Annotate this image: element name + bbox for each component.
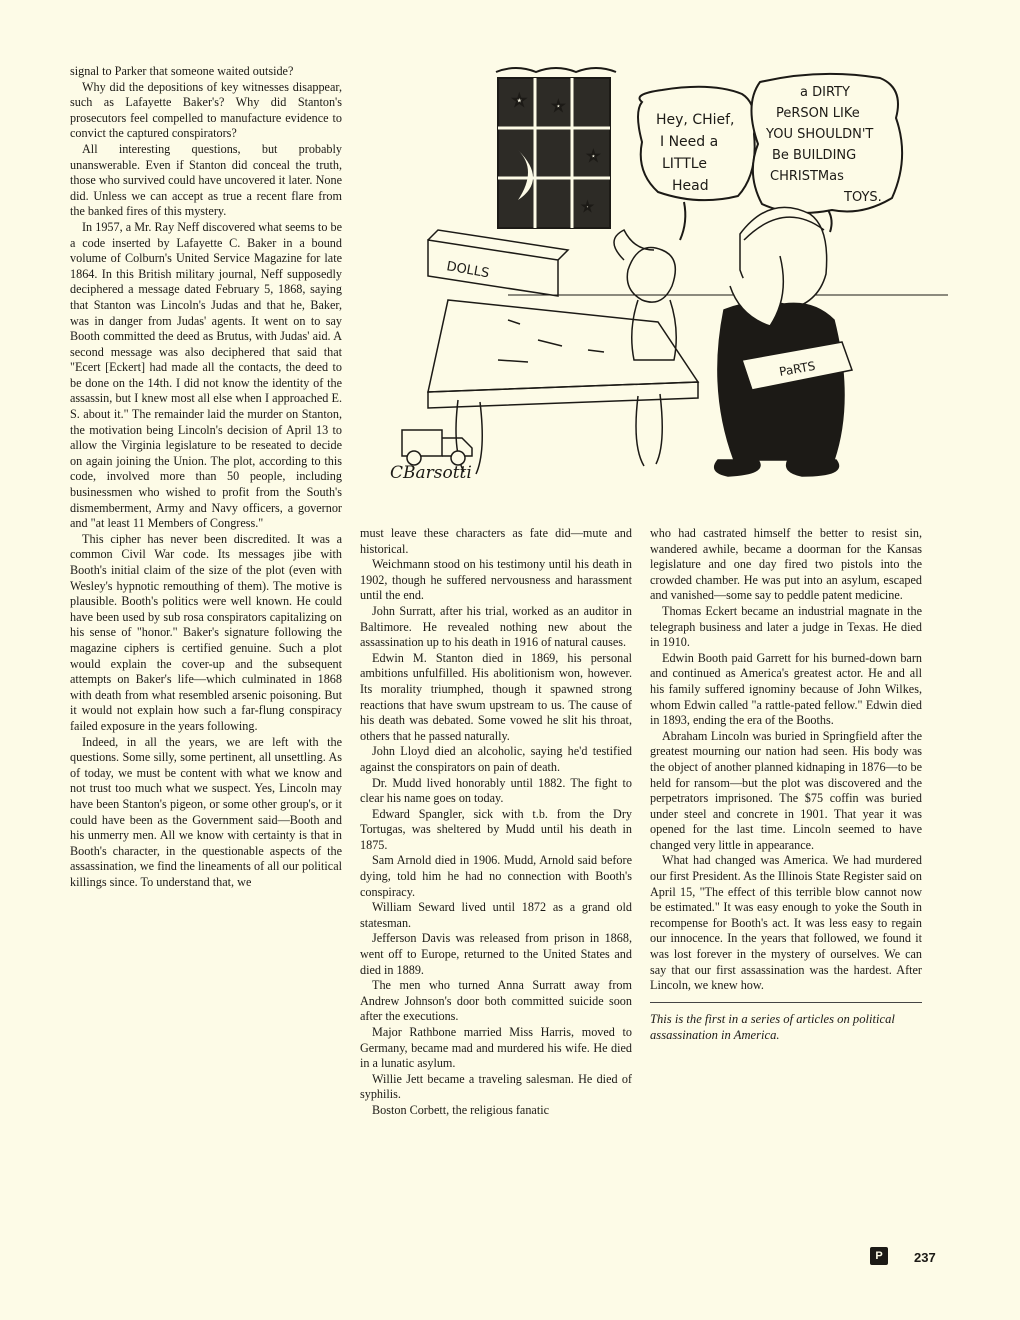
santa-figure [715,207,844,476]
bubble-right-line: TOYS. [844,190,882,205]
bubble-right-line: CHRISTMas [770,169,844,184]
bubble-right-line: Be BUILDING [772,148,857,163]
paragraph: Dr. Mudd lived honorably until 1882. The fight to clear his name goes on today. [360,775,632,806]
paragraph: Jefferson Davis was released from prison in 1868, went off to Europe, returned to the United States and died in 1889. [360,931,632,977]
workbench [428,300,698,474]
paragraph: John Surratt, after his trial, worked as an auditor in Baltimore. He revealed nothing new about the assassination up to his death in 1916 of natural causes. [360,603,632,650]
paragraph: Willie Jett became a traveling salesman. He died of syphilis. [360,1071,632,1102]
paragraph: Indeed, in all the years, we are left with the questions. Some silly, some pertinent, all unsettling. As of today, we must be content with what we know and not trust too much what we suspect. Yes, Lincoln may have been Stanton's pigeon, or some other group's, or it could have been as the Government said—Booth and his unmerry men. All we know with certainty is that in Booth's character, in the questionable aspects of the assassination, we find the lineaments of all our political killings since. To understand that, we [70,734,342,889]
bubble-right-line: PeRSON LIKe [776,106,860,121]
toy-truck [402,430,472,465]
paragraph: In 1957, a Mr. Ray Neff discovered what seems to be a code inserted by Lafayette C. Baker in a bound volume of Colburn's United Service Magazine for late 1864. In this British military journal, Neff supposedly deciphered a message dated February 5, 1868, saying that Stanton was Lincoln's Judas and that he, Baker, was in danger from Judas' agents. It went on to say Booth committed the deed as Brutus, with Judas' aid. A second message was also deciphered that said that "Ecert [Eckert] had made all the contacts, the deed to be done on the 14th. I did not know the identity of the assassin, but I knew most all else when I approached E. S. about it." The remainder laid the murder on Stanton, the motivation being Lincoln's decision of April 13 to allow the Virginia legislature to be reseated to decide on again joining the Union. The plot, according to this code, involved more than 50 people, including businessmen who wished to profit from the South's dismemberment, Army and Navy officers, a governor and "at least 11 Members of Congress." [70,219,342,531]
article-column-1 [70,64,342,890]
paragraph: William Seward lived until 1872 as a grand old statesman. [360,900,632,930]
bubble-left-line: I Need a [660,134,719,150]
paragraph: Sam Arnold died in 1906. Mudd, Arnold said before dying, told him he had no connection with Booth's conspiracy. [360,853,632,899]
parts-box-label: PaRTS [778,358,817,379]
dolls-box-label: DOLLS [445,259,491,282]
article-column-3 [650,526,922,1043]
bubble-left-line: Hey, CHief, [656,112,735,128]
bubble-left-line: Head [672,178,709,194]
cartoon-illustration [388,60,948,500]
paragraph: Why did the depositions of key witnesses disappear, such as Lafayette Baker's? Why did Stanton's prosecutors feel compelled to manufacture evidence to convict the captured conspirators? [70,79,342,141]
bubble-right-line: YOU SHOULDN'T [766,127,874,142]
paragraph: Edward Spangler, sick with t.b. from the Dry Tortugas, was sheltered by Mudd until his death in 1875. [360,806,632,852]
paragraph: What had changed was America. We had murdered our first President. As the Illinois State Register said on April 15, "The effect of this terrible blow cannot now be estimated." It was easy enough to yoke the South in recompense for Booth's act. It was less easy to regain our innocence. In the years that followed, we found it was lost forever in the mystery of ourselves. We can say that our first assassination was the hardest. After Lincoln, we knew how. [650,853,922,993]
svg-text:★: ★ [588,149,599,163]
bubble-right-line: a DIRTY [800,85,850,100]
svg-text:★: ★ [513,94,526,109]
paragraph: signal to Parker that someone waited outside? [70,64,294,78]
article-column-2 [360,526,632,1119]
paragraph: Abraham Lincoln was buried in Springfield after the greatest mourning our nation had seen. His body was the object of another planned kidnaping in 1876—to be held for ransom—but the plot was discovered and the perpetrators imprisoned. The $75 coffin was buried under steel and concrete in 1901. That year it was opened for the last time. Lincoln seemed to have changed very little in appearance. [650,728,922,852]
svg-text:★: ★ [553,99,564,113]
paragraph: Boston Corbett, the religious fanatic [372,1102,550,1117]
svg-text:★: ★ [583,202,592,213]
paragraph: John Lloyd died an alcoholic, saying he'd testified against the conspirators on pain of death. [360,744,632,774]
paragraph: All interesting questions, but probably unanswerable. Even if Stanton did conceal the truth, those who survived could have uncovered it later. None did. Unless we can accept as true a recent flare from the banked fires of this mystery. [70,141,342,219]
paragraph: who had castrated himself the better to resist sin, wandered awhile, became a doorman for the Kansas legislature and one day fired two pistols into the crowded chamber. He was put into an asylum, escaped and vanished—some say to peddle patent medicine. [650,526,922,603]
paragraph: Edwin Booth paid Garrett for his burned-down barn and continued as America's greatest actor. He and all his family suffered ignominy because of John Wilkes, whom Edwin called "a rattle-pated fellow." Edwin died in 1893, ending the era of the Booths. [650,650,922,728]
paragraph: This cipher has never been discredited. It was a common Civil War code. Its messages jibe with Booth's initial claim of the size of the plot (even with Wesley's hypnotic remouthing of them). The motive is plausible. Booth's politics were well known. He could have been used by sub rosa conspirators capitalizing on his sense of "honor." Baker's signature following the magazine ciphers is certified genuine. Such a plot would explain the cover-up and the subsequent attempts on Baker's life—which culminated in 1868 with death from what resembled arsenic poisoning. But it would not explain how such a far-flung conspiracy failed exposure in the years following. [70,531,342,733]
artist-signature: CBarsotti [390,463,472,483]
window [496,68,616,228]
paragraph: Edwin M. Stanton died in 1869, his personal ambitions unfulfilled. His abolitionism won, however. Its morality triumphed, though it spawned strong reactions that have swum upstream to us. The cause of his death was debated. Some vowed he slit his throat, others that he passed naturally. [360,650,632,743]
bubble-left-line: LITTLe [662,156,707,172]
page-number: 237 [914,1250,936,1265]
paragraph: Weichmann stood on his testimony until his death in 1902, though he suffered nervousness and harassment until the end. [360,557,632,603]
end-mark-icon: P [870,1247,888,1265]
series-footnote: This is the first in a series of articles on political assassination in America. [650,1011,895,1042]
divider [650,1002,922,1003]
paragraph: must leave these characters as fate did—mute and historical. [360,526,632,556]
paragraph: Major Rathbone married Miss Harris, moved to Germany, became mad and murdered his wife. He died in a lunatic asylum. [360,1025,632,1071]
paragraph: Thomas Eckert became an industrial magnate in the telegraph business and later a judge in Texas. He died in 1910. [650,603,922,650]
paragraph: The men who turned Anna Surratt away from Andrew Johnson's door both committed suicide soon after the executions. [360,978,632,1024]
